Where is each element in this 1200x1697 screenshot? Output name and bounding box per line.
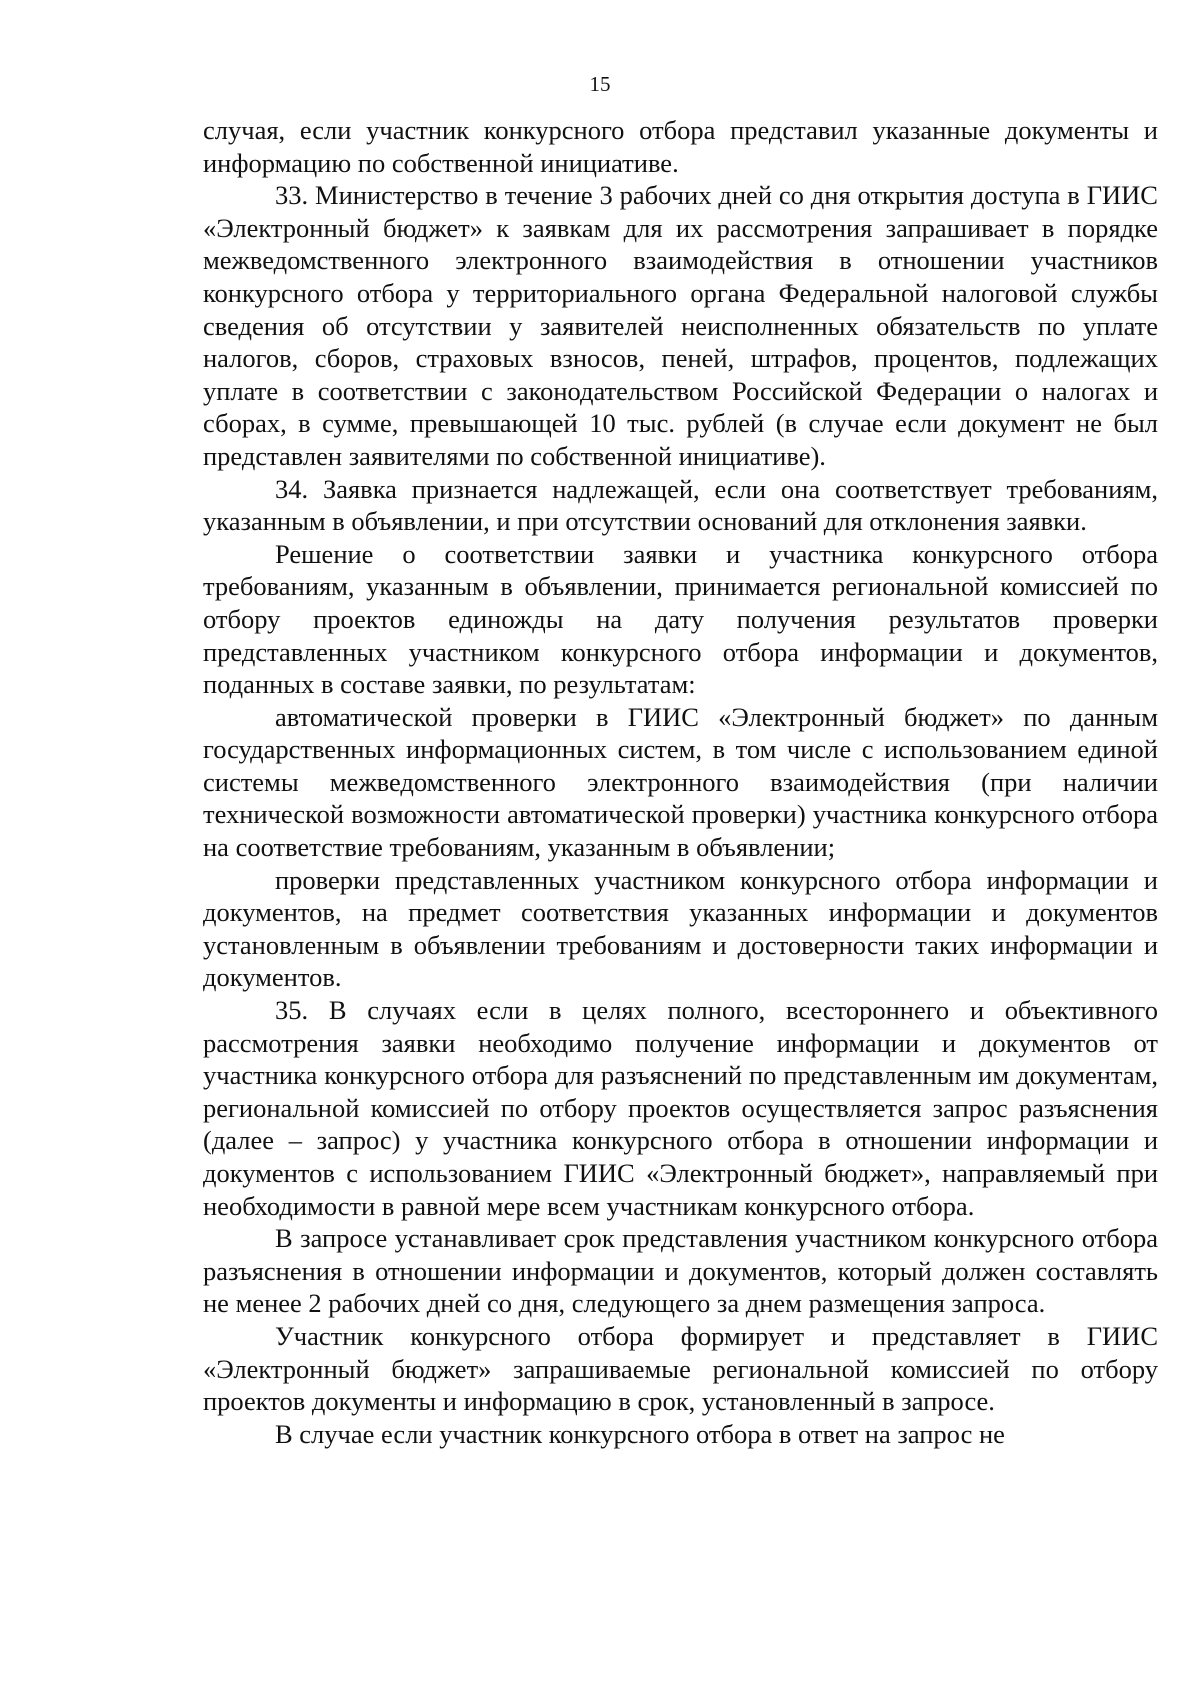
paragraph-document-check: проверки представленных участником конкурсного отбора информации и документов, на предмет соответствия указанных информации и документов установленным в объявлении требованиям и достоверности таких информации и документов. [203, 864, 1158, 993]
paragraph-35: 35. В случаях если в целях полного, всестороннего и объективного рассмотрения заявки необходимо получение информации и документов от участника конкурсного отбора для разъяснений по представленным им документам, региональной комиссией по отбору проектов осуществляется запрос разъяснения (далее – запрос) у участника конкурсного отбора в отношении информации и документов с использованием ГИИС «Электронный бюджет», направляемый при необходимости в равной мере всем участникам конкурсного отбора. [203, 995, 1158, 1221]
paragraph-34: 34. Заявка признается надлежащей, если она соответствует требованиям, указанным в объявлении, и при отсутствии оснований для отклонения заявки. [203, 473, 1158, 537]
paragraph-33: 33. Министерство в течение 3 рабочих дней со дня открытия доступа в ГИИС «Электронный бюджет» к заявкам для их рассмотрения запрашивает в порядке межведомственного электронного взаимодействия в отношении участников конкурсного отбора у территориального органа Федеральной налоговой службы сведения об отсутствии у заявителей неисполненных обязательств по уплате налогов, сборов, страховых взносов, пеней, штрафов, процентов, подлежащих уплате в соответствии с законодательством Российской Федерации о налогах и сборах, в сумме, превышающей 10 тыс. рублей (в случае если документ не был представлен заявителями по собственной инициативе). [203, 180, 1158, 471]
paragraph-no-response: В случае если участник конкурсного отбора в ответ на запрос не [275, 1418, 1005, 1449]
document-body [203, 114, 1158, 1450]
paragraph-automatic-check: автоматической проверки в ГИИС «Электронный бюджет» по данным государственных информационных систем, в том числе с использованием единой системы межведомственного электронного взаимодействия (при наличии технической возможности автоматической проверки) участника конкурсного отбора на соответствие требованиям, указанным в объявлении; [203, 701, 1158, 863]
paragraph-continuation: случая, если участник конкурсного отбора представил указанные документы и информацию по собственной инициативе. [203, 115, 1158, 178]
paragraph-decision: Решение о соответствии заявки и участника конкурсного отбора требованиям, указанным в объявлении, принимается региональной комиссией по отбору проектов единожды на дату получения результатов проверки представленных участником конкурсного отбора информации и документов, поданных в составе заявки, по результатам: [203, 538, 1158, 700]
page-number: 15 [589, 72, 611, 96]
paragraph-request-deadline: В запросе устанавливает срок представления участником конкурсного отбора разъяснения в отношении информации и документов, который должен составлять не менее 2 рабочих дней со дня, следующего за днем размещения запроса. [203, 1223, 1158, 1319]
paragraph-participant-response: Участник конкурсного отбора формирует и представляет в ГИИС «Электронный бюджет» запрашиваемые региональной комиссией по отбору проектов документы и информацию в срок, установленный в запросе. [203, 1320, 1158, 1417]
